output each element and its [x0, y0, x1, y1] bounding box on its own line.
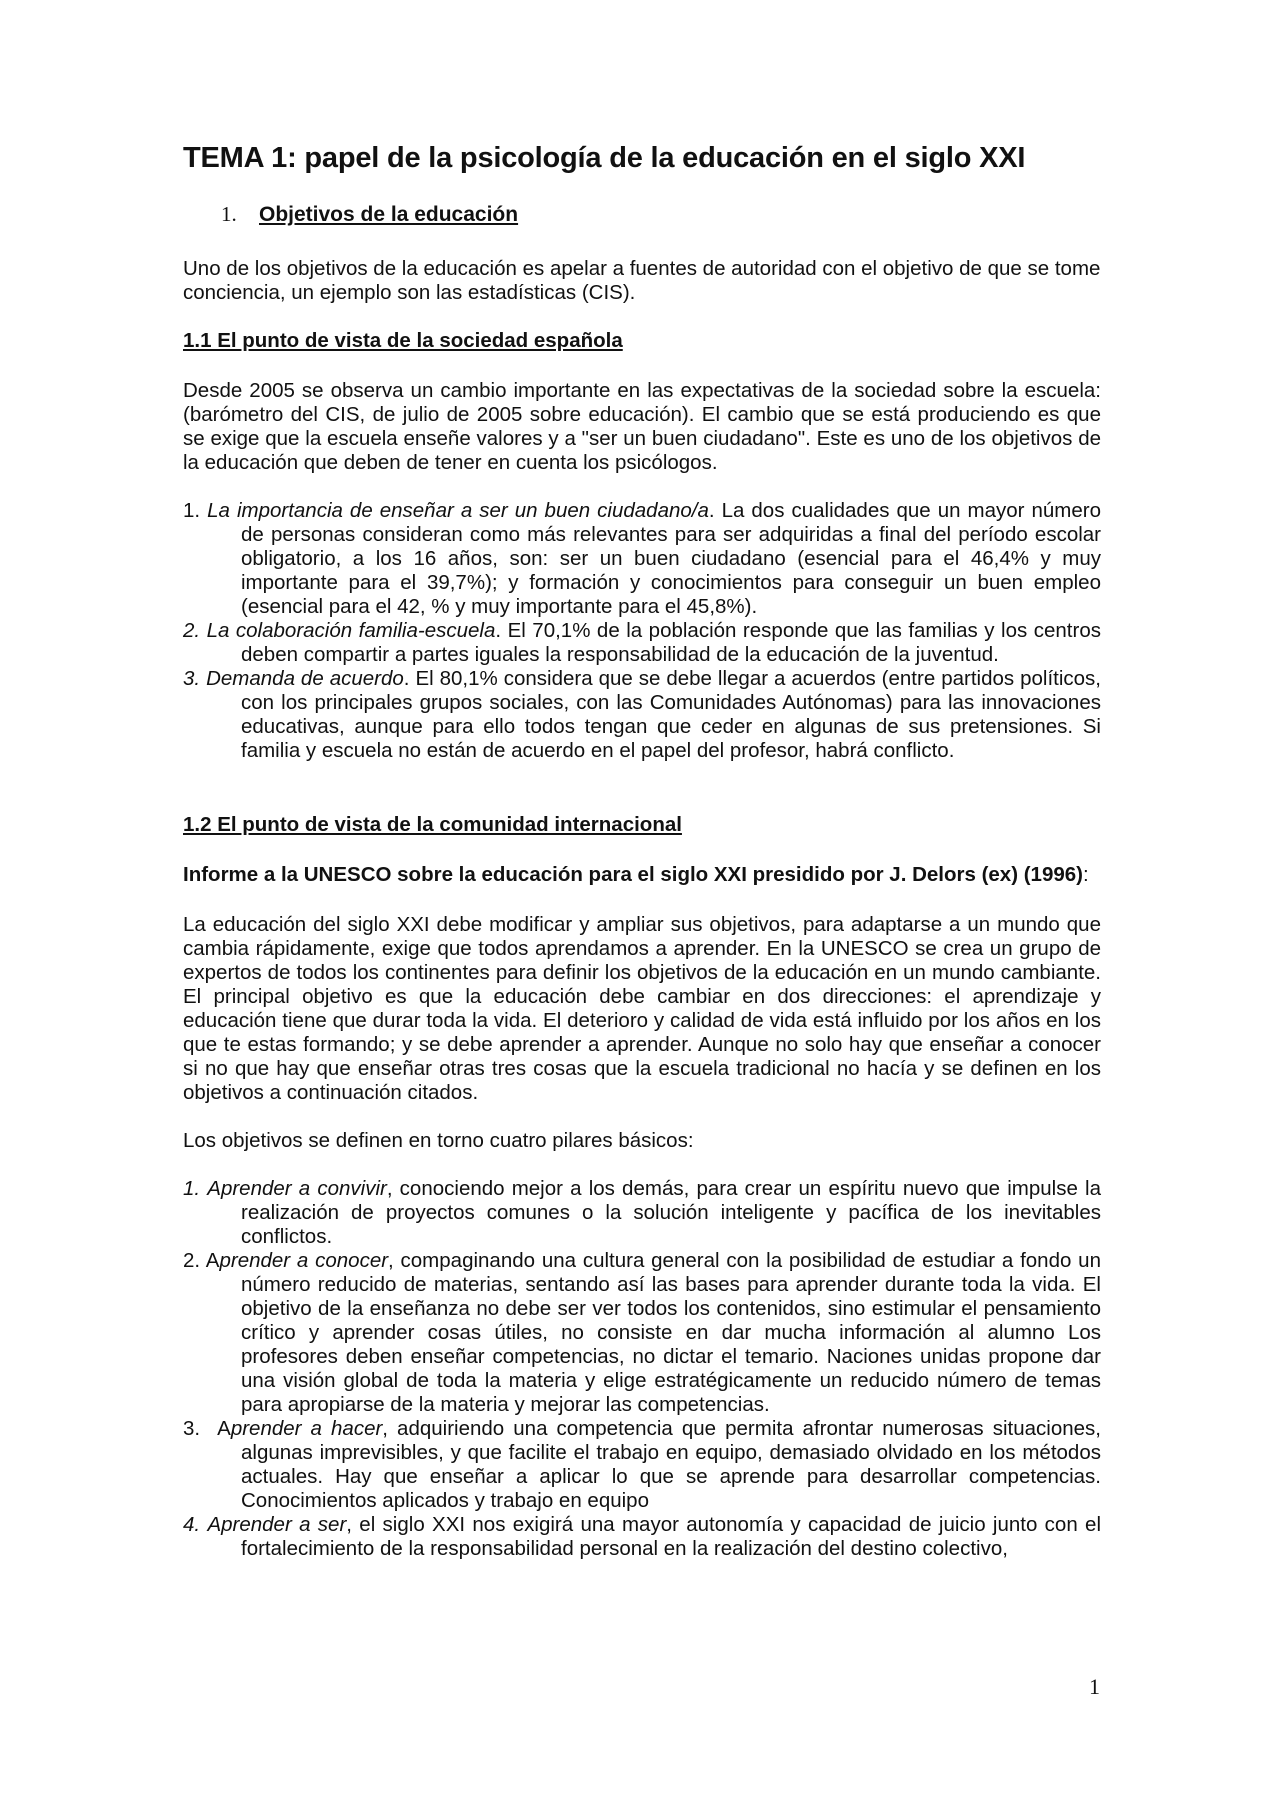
- list-item-number: 1.: [183, 499, 201, 522]
- pilares-intro: Los objetivos se definen en torno cuatro pilares básicos:: [183, 1129, 694, 1152]
- list-item-title: Demanda de acuerdo: [206, 667, 404, 690]
- list-item: [183, 619, 1101, 667]
- list-item-title: prender a hacer: [230, 1417, 383, 1440]
- section-1-1-heading: 1.1 El punto de vista de la sociedad española: [183, 329, 623, 352]
- page-title: TEMA 1: papel de la psicología de la educación en el siglo XXI: [183, 142, 1026, 174]
- list-item-prefix: A: [217, 1417, 231, 1440]
- pilares-list: [183, 1177, 1101, 1561]
- list-item: [183, 1417, 1101, 1513]
- list-item: [183, 667, 1101, 763]
- list-item: [183, 1177, 1101, 1249]
- list-item: [183, 499, 1101, 619]
- list-item-title: Aprender a convivir: [207, 1177, 387, 1200]
- section-1-2-paragraph: La educación del siglo XXI debe modificar y ampliar sus objetivos, para adaptarse a un mundo que cambia rápidamente, exige que todos aprendamos a aprender. En la UNESCO se crea un grupo de expertos de todos los continentes para definir los objetivos de la educación en un mundo cambiante. El principal objetivo es que la educación debe cambiar en dos direcciones: el aprendizaje y educación tiene que durar toda la vida. El deterioro y calidad de vida está influido por los años en los que te estas formando; y se debe aprender a aprender. Aunque no solo hay que enseñar a conocer si no que hay que enseñar otras tres cosas que la escuela tradicional no hacía y se definen en los objetivos a continuación citados.: [183, 913, 1101, 1104]
- unesco-report-title: Informe a la UNESCO sobre la educación para el siglo XXI presidido por J. Delors (ex) (1996): [183, 863, 1083, 886]
- section-1-paragraph: Uno de los objetivos de la educación es apelar a fuentes de autoridad con el objetivo de que se tome conciencia, un ejemplo son las estadísticas (CIS).: [183, 257, 1101, 304]
- list-item-text: , conociendo mejor a los demás, para crear un espíritu nuevo que impulse la realización de proyectos comunes o la solución inteligente y pacífica de los inevitables conflictos.: [241, 1177, 1101, 1248]
- unesco-report-line: [183, 863, 1101, 887]
- list-item-title: Aprender a ser: [207, 1513, 347, 1536]
- list-item-text: , compaginando una cultura general con la posibilidad de estudiar a fondo un número reducido de materias, sentando así las bases para aprender durante toda la vida. El objetivo de la enseñanza no debe ser ver todos los contenidos, sino estimular el pensamiento crítico y aprender cosas útiles, no consiste en dar mucha información al alumno Los profesores deben enseñar competencias, no dictar el temario. Naciones unidas propone dar una visión global de toda la materia y elige estratégicamente un reducido número de temas para apropiarse de la materia y mejorar las competencias.: [241, 1249, 1101, 1416]
- spacer: [183, 763, 1101, 813]
- survey-list: [183, 499, 1101, 763]
- list-item-prefix: A: [205, 1249, 220, 1272]
- list-item: [183, 1249, 1101, 1417]
- document-page: [183, 140, 1101, 1561]
- section-1-heading: [221, 202, 1101, 227]
- list-item: [183, 1513, 1101, 1561]
- list-item-text: , adquiriendo una competencia que permita afrontar numerosas situaciones, algunas imprevisibles, y que facilite el trabajo en equipo, demasiado olvidado en los métodos actuales. Hay que enseñar a aplicar lo que se aprende para desarrollar competencias. Conocimientos aplicados y trabajo en equipo: [241, 1417, 1102, 1512]
- list-item-number: 1.: [183, 1177, 201, 1200]
- section-1-2-heading: 1.2 El punto de vista de la comunidad internacional: [183, 813, 682, 836]
- list-item-title: La colaboración familia-escuela: [206, 619, 496, 642]
- list-item-number: 3.: [183, 1417, 201, 1440]
- list-item-text: , el siglo XXI nos exigirá una mayor autonomía y capacidad de juicio junto con el fortalecimiento de la responsabilidad personal en la realización del destino colectivo,: [241, 1513, 1102, 1560]
- page-number: 1: [1089, 1674, 1100, 1699]
- section-1-number: 1.: [221, 202, 237, 226]
- list-item-number: 2.: [183, 619, 201, 642]
- list-item-text: . La dos cualidades que un mayor número de personas consideran como más relevantes para ser adquiridas a final del período escolar obligatorio, a los 16 años, son: ser un buen ciudadano (esencial para el 46,4% y muy importante para el 39,7%); y formación y conocimientos para conseguir un buen empleo (esencial para el 42, % y muy importante para el 45,8%).: [241, 499, 1101, 618]
- unesco-report-colon: :: [1083, 863, 1089, 886]
- list-item-text: . El 80,1% considera que se debe llegar a acuerdos (entre partidos políticos, con los principales grupos sociales, con las Comunidades Autónomas) para las innovaciones educativas, aunque para ello todos tengan que ceder en algunas de sus pretensiones. Si familia y escuela no están de acuerdo en el papel del profesor, habrá conflicto.: [241, 667, 1101, 762]
- list-item-title: La importancia de enseñar a ser un buen ciudadano/a: [207, 499, 709, 522]
- section-1-1-paragraph: Desde 2005 se observa un cambio importante en las expectativas de la sociedad sobre la escuela: (barómetro del CIS, de julio de 2005 sobre educación). El cambio que se está produciendo es que se exige que la escuela enseñe valores y a "ser un buen ciudadano". Este es uno de los objetivos de la educación que deben de tener en cuenta los psicólogos.: [183, 379, 1101, 474]
- list-item-number: 4.: [183, 1513, 201, 1536]
- section-1-title: Objetivos de la educación: [259, 203, 519, 226]
- list-item-number: 2.: [183, 1249, 201, 1272]
- list-item-number: 3.: [183, 667, 201, 690]
- list-item-title: prender a conocer: [219, 1249, 389, 1272]
- list-item-text: . El 70,1% de la población responde que las familias y los centros deben compartir a partes iguales la responsabilidad de la educación de la juventud.: [241, 619, 1101, 666]
